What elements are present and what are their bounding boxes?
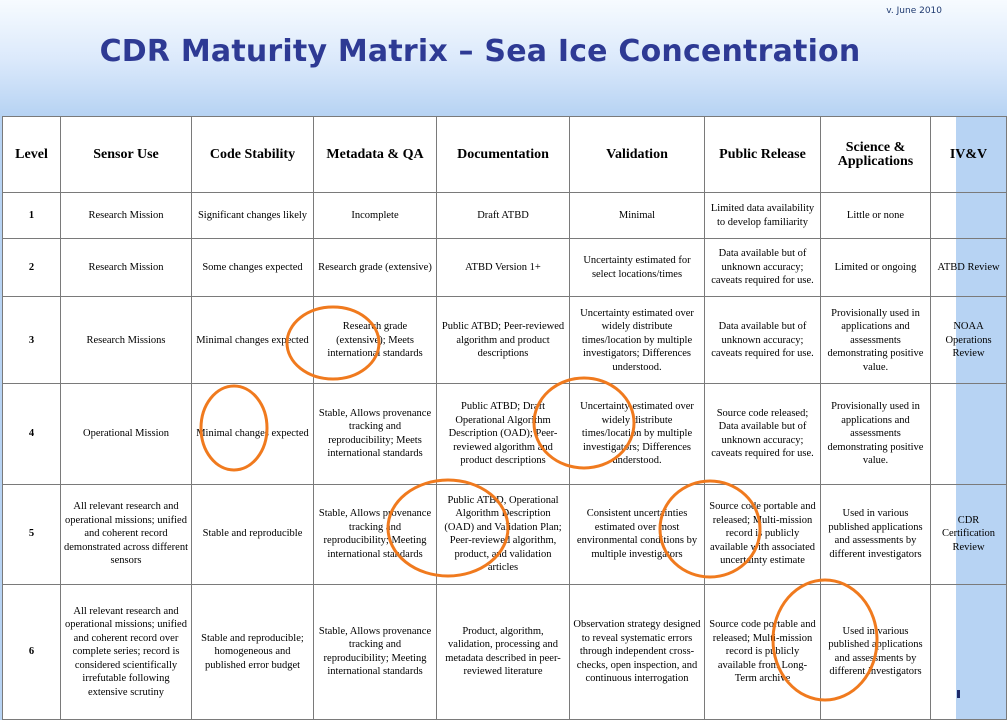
metadata-qa-cell: Incomplete bbox=[314, 193, 437, 239]
header-validation: Validation bbox=[570, 117, 705, 193]
documentation-cell: Draft ATBD bbox=[437, 193, 570, 239]
science-applications-cell: Provisionally used in applications and assessments demonstrating positive value. bbox=[821, 384, 931, 484]
validation-cell: Consistent uncertainties estimated over most environmental conditions by multiple investigators bbox=[570, 484, 705, 584]
header-science-applications: Science & Applications bbox=[821, 117, 931, 193]
documentation-cell: Public ATBD, Operational Algorithm Description (OAD) and Validation Plan; Peer-reviewed algorithm, product, and validation articles bbox=[437, 484, 570, 584]
science-applications-cell: Provisionally used in applications and assessments demonstrating positive value. bbox=[821, 297, 931, 384]
sensor-use-cell: All relevant research and operational missions; unified and coherent record over complete series; record is considered scientifically irrefutable following extensive scrutiny bbox=[61, 584, 192, 719]
ivv-cell bbox=[931, 384, 1007, 484]
level-cell: 6 bbox=[3, 584, 61, 719]
edge-marker bbox=[957, 690, 960, 698]
header-metadata-qa: Metadata & QA bbox=[314, 117, 437, 193]
validation-cell: Minimal bbox=[570, 193, 705, 239]
public-release-cell: Data available but of unknown accuracy; caveats required for use. bbox=[705, 297, 821, 384]
header-sensor-use: Sensor Use bbox=[61, 117, 192, 193]
code-stability-cell: Significant changes likely bbox=[192, 193, 314, 239]
sensor-use-cell: Research Mission bbox=[61, 239, 192, 297]
science-applications-cell: Limited or ongoing bbox=[821, 239, 931, 297]
public-release-cell: Source code portable and released; Multi-mission record is publicly available from Long-Term archive bbox=[705, 584, 821, 719]
sensor-use-cell: All relevant research and operational missions; unified and coherent record demonstrated across different sensors bbox=[61, 484, 192, 584]
version-label: v. June 2010 bbox=[886, 6, 942, 16]
science-applications-cell: Little or none bbox=[821, 193, 931, 239]
ivv-cell bbox=[931, 584, 1007, 719]
maturity-matrix-table bbox=[2, 116, 1000, 720]
sensor-use-cell: Research Mission bbox=[61, 193, 192, 239]
ivv-cell: CDR Certification Review bbox=[931, 484, 1007, 584]
metadata-qa-cell: Research grade (extensive) bbox=[314, 239, 437, 297]
ivv-cell bbox=[931, 193, 1007, 239]
code-stability-cell: Some changes expected bbox=[192, 239, 314, 297]
validation-cell: Observation strategy designed to reveal systematic errors through independent cross-checks, open inspection, and continuous interrogation bbox=[570, 584, 705, 719]
public-release-cell: Source code released; Data available but of unknown accuracy; caveats required for use. bbox=[705, 384, 821, 484]
science-applications-cell: Used in various published applications and assessments by different investigators bbox=[821, 584, 931, 719]
public-release-cell: Data available but of unknown accuracy; caveats required for use. bbox=[705, 239, 821, 297]
validation-cell: Uncertainty estimated over widely distribute times/location by multiple investigators; Differences understood. bbox=[570, 297, 705, 384]
ivv-cell: ATBD Review bbox=[931, 239, 1007, 297]
table-row-level-3 bbox=[3, 297, 1007, 384]
metadata-qa-cell: Stable, Allows provenance tracking and reproducibility; Meeting international standards bbox=[314, 584, 437, 719]
ivv-cell: NOAA Operations Review bbox=[931, 297, 1007, 384]
level-cell: 1 bbox=[3, 193, 61, 239]
level-cell: 5 bbox=[3, 484, 61, 584]
table-row-level-4 bbox=[3, 384, 1007, 484]
public-release-cell: Source code portable and released; Multi-mission record is publicly available with associated uncertainty estimate bbox=[705, 484, 821, 584]
validation-cell: Uncertainty estimated for select locations/times bbox=[570, 239, 705, 297]
header-row bbox=[3, 117, 1007, 193]
code-stability-cell: Stable and reproducible; homogeneous and published error budget bbox=[192, 584, 314, 719]
metadata-qa-cell: Research grade (extensive); Meets international standards bbox=[314, 297, 437, 384]
table-row-level-2 bbox=[3, 239, 1007, 297]
metadata-qa-cell: Stable, Allows provenance tracking and reproducibility; Meets international standards bbox=[314, 384, 437, 484]
documentation-cell: Public ATBD; Draft Operational Algorithm Description (OAD); Peer-reviewed algorithm and product descriptions bbox=[437, 384, 570, 484]
code-stability-cell: Stable and reproducible bbox=[192, 484, 314, 584]
table-row-level-5 bbox=[3, 484, 1007, 584]
level-cell: 3 bbox=[3, 297, 61, 384]
header-public-release: Public Release bbox=[705, 117, 821, 193]
sensor-use-cell: Research Missions bbox=[61, 297, 192, 384]
header-level: Level bbox=[3, 117, 61, 193]
header-ivv: IV&V bbox=[931, 117, 1007, 193]
documentation-cell: Product, algorithm, validation, processing and metadata described in peer-reviewed literature bbox=[437, 584, 570, 719]
documentation-cell: Public ATBD; Peer-reviewed algorithm and product descriptions bbox=[437, 297, 570, 384]
header-code-stability: Code Stability bbox=[192, 117, 314, 193]
metadata-qa-cell: Stable, Allows provenance tracking and reproducibility; Meeting international standards bbox=[314, 484, 437, 584]
code-stability-cell: Minimal changes expected bbox=[192, 297, 314, 384]
public-release-cell: Limited data availability to develop familiarity bbox=[705, 193, 821, 239]
validation-cell: Uncertainty estimated over widely distribute times/location by multiple investigators; Differences understood. bbox=[570, 384, 705, 484]
header-documentation: Documentation bbox=[437, 117, 570, 193]
level-cell: 2 bbox=[3, 239, 61, 297]
page-title: CDR Maturity Matrix – Sea Ice Concentration bbox=[99, 34, 861, 69]
code-stability-cell: Minimal changes expected bbox=[192, 384, 314, 484]
level-cell: 4 bbox=[3, 384, 61, 484]
science-applications-cell: Used in various published applications and assessments by different investigators bbox=[821, 484, 931, 584]
table-row-level-1 bbox=[3, 193, 1007, 239]
documentation-cell: ATBD Version 1+ bbox=[437, 239, 570, 297]
table-row-level-6 bbox=[3, 584, 1007, 719]
sensor-use-cell: Operational Mission bbox=[61, 384, 192, 484]
